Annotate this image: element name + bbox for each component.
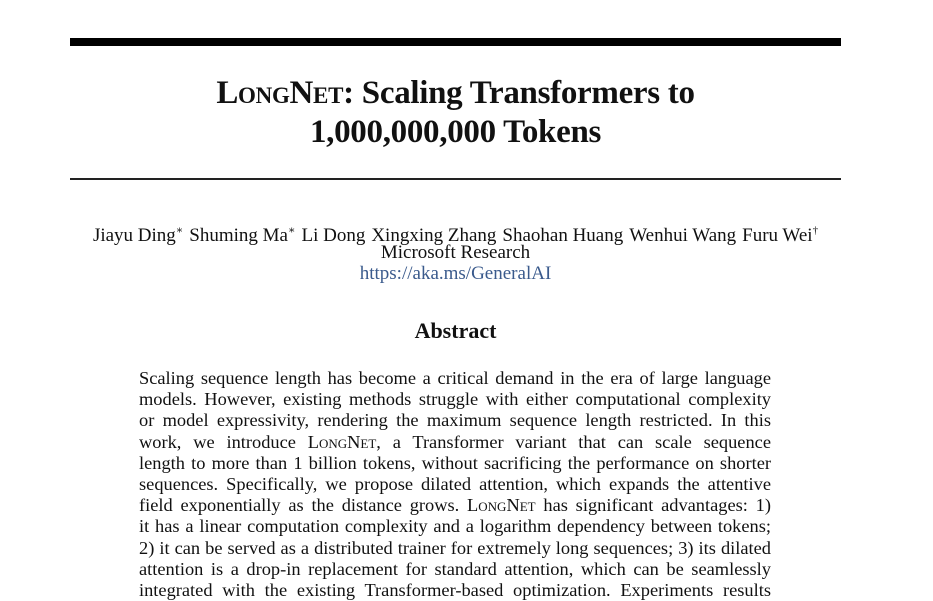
abstract-line: sequences. Specifically, we propose dilated attention, which expands the attentive	[139, 474, 771, 495]
abstract-line: 2) it can be served as a distributed trainer for extremely long sequences; 3) its dilated	[139, 537, 771, 558]
author: Jiayu Ding∗	[92, 225, 184, 247]
abstract-line: work, we introduce LongNet, a Transformer variant that can scale sequence	[139, 431, 771, 452]
author: Shuming Ma∗	[189, 225, 296, 247]
author: Shaohan Huang	[502, 225, 624, 247]
bottom-rule	[70, 178, 841, 180]
abstract-line: it has a linear computation complexity and a logarithm dependency between tokens;	[139, 516, 771, 537]
abstract-line: models. However, existing methods struggle with either computational complexity	[139, 389, 771, 410]
affiliation: Microsoft Research	[380, 242, 531, 263]
abstract-line: or model expressivity, rendering the maximum sequence length restricted. In this	[139, 410, 771, 431]
project-link[interactable]: https://aka.ms/GeneralAI	[359, 263, 552, 284]
author: Furu Wei†	[742, 225, 819, 247]
abstract-line: attention is a drop-in replacement for standard attention, which can be seamlessly	[139, 558, 771, 579]
top-rule	[70, 38, 841, 46]
paper-title	[70, 74, 841, 152]
abstract-body	[139, 368, 771, 601]
abstract-line: integrated with the existing Transformer-based optimization. Experiments results	[139, 580, 771, 601]
abstract-line: length to more than 1 billion tokens, without sacrificing the performance on shorter	[139, 452, 771, 473]
abstract-heading: Abstract	[414, 318, 497, 343]
author: Li Dong	[301, 225, 366, 247]
author: Wenhui Wang	[629, 225, 737, 247]
abstract-line: field exponentially as the distance grows. LongNet has significant advantages: 1)	[139, 495, 771, 516]
author: Xingxing Zhang	[371, 225, 497, 247]
title-line2: 1,000,000,000 Tokens	[309, 114, 602, 150]
title-text: : Scaling Transformers to	[343, 75, 695, 111]
title-name: LongNet	[216, 75, 344, 111]
abstract-line: Scaling sequence length has become a critical demand in the era of large language	[139, 368, 771, 388]
